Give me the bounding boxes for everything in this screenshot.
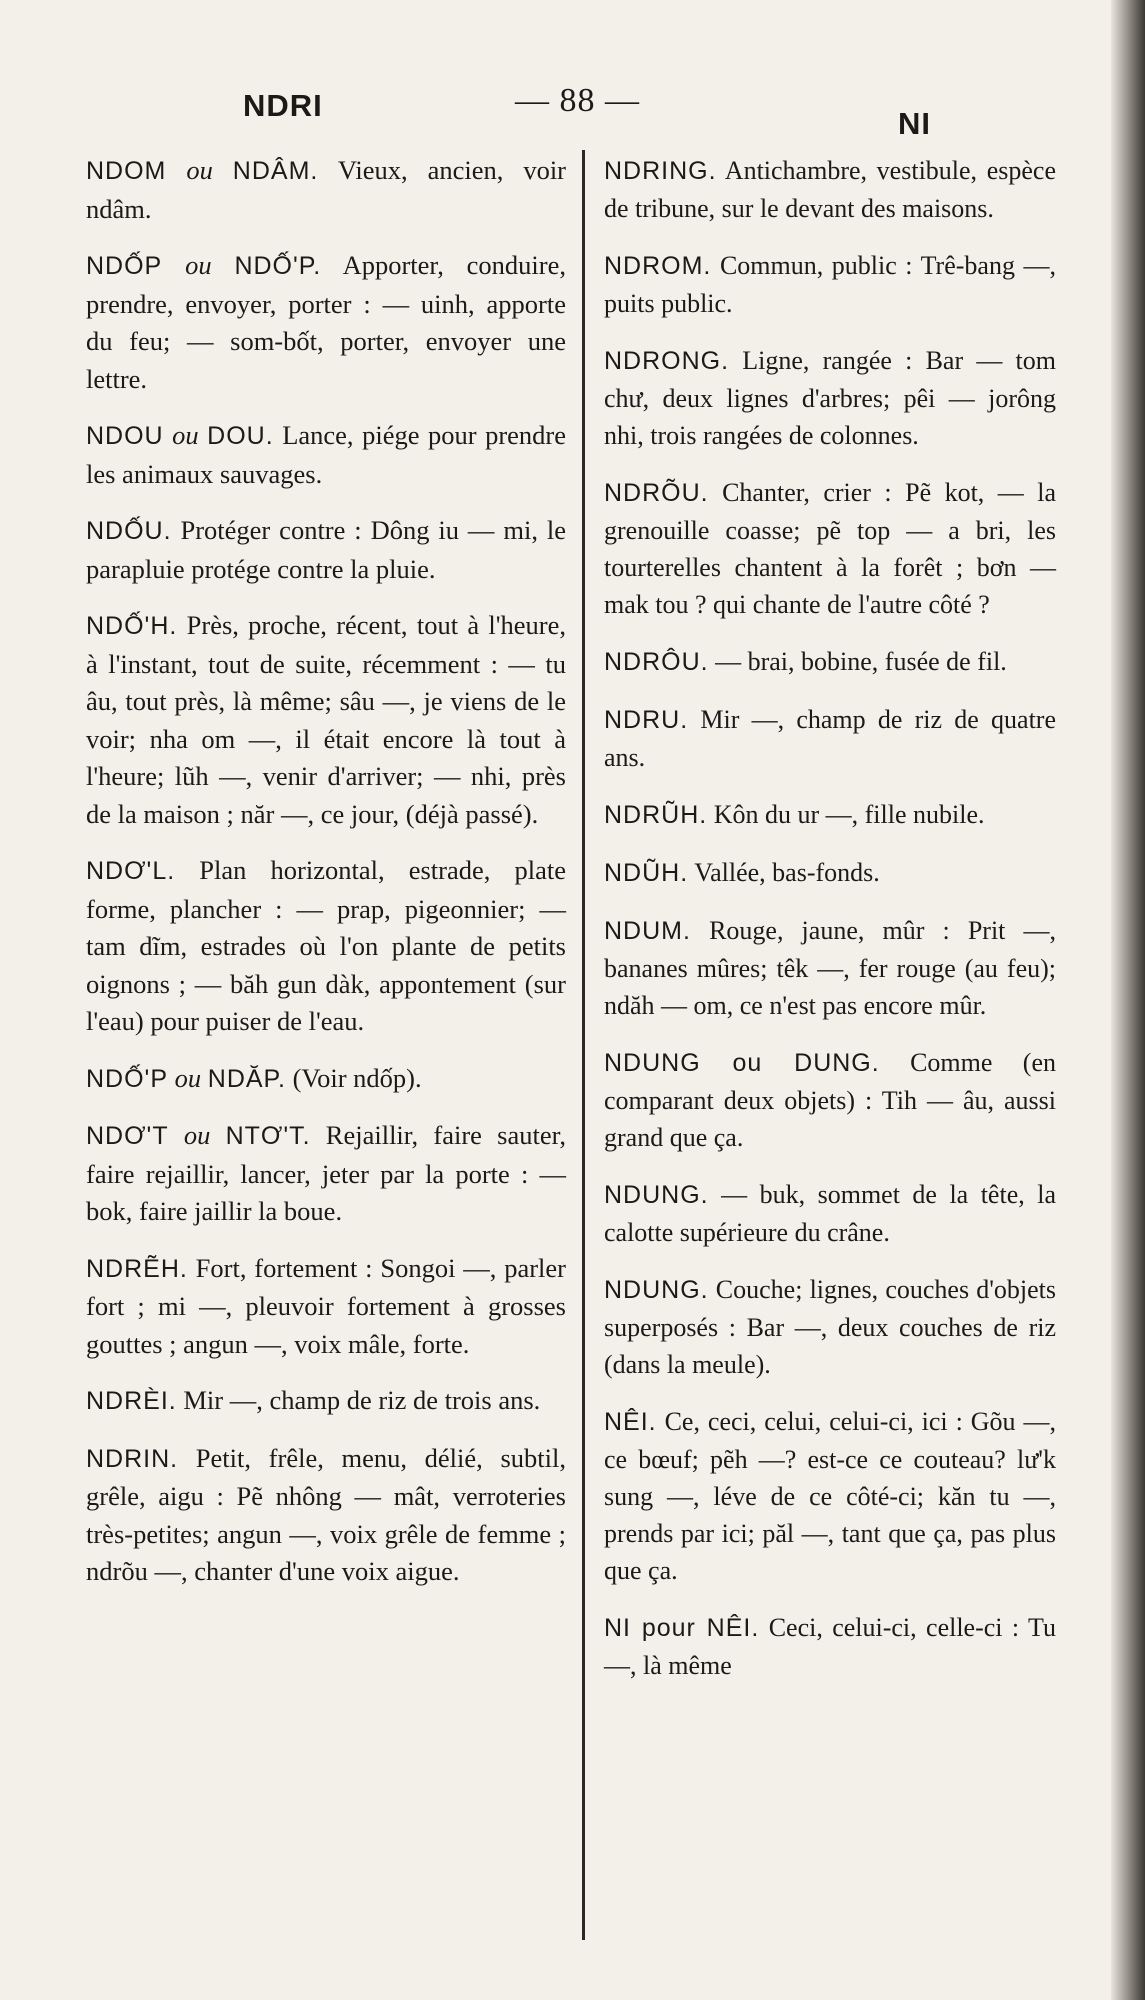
headword: NDOU [86,422,164,450]
dictionary-entry [604,796,1056,834]
page-number: — 88 — [515,82,640,119]
definition: — buk, sommet de la tête, la calotte supérieure du crâne. [604,1180,1056,1247]
headword: NDUM. [604,917,691,945]
dictionary-entry [604,152,1056,227]
headword: NDRÈI. [86,1387,177,1415]
headword: NDRIN. [86,1444,179,1473]
headword: NDRŨH. [604,801,708,829]
headword: NI pour NÊI. [604,1614,760,1642]
definition: Ce, ceci, celui, celui-ci, ici : Gõu —, ce bœuf; pẽh —? est-ce ce couteau? lư'k sung —, léve de ce côté-ci; kăn tu —, prends par ici; păl —, tant que ça, pas plus que ça. [604,1407,1056,1585]
definition: (Voir ndốp). [292,1062,422,1093]
definition: Comme (en comparant deux objets) : Tih — âu, aussi grand que ça. [604,1048,1057,1152]
running-head-right: NI [898,106,931,141]
dictionary-entry [86,417,566,493]
headword: NDỐU. [86,517,172,545]
dictionary-entry [604,1609,1056,1684]
dictionary-entry [604,701,1056,776]
dictionary-entry [604,643,1056,681]
headword: NDŨH. [604,859,689,887]
headword-variant: NTƠ'T. [225,1122,311,1150]
definition: Protéger contre : Dông iu — mi, le parapluie protége contre la pluie. [86,515,566,584]
headword: NÊI. [604,1408,657,1436]
dictionary-entry [604,1403,1056,1589]
headword: NDRẼH. [86,1254,188,1283]
running-head-left: NDRI [243,88,323,123]
headword: NDỐ'H. [86,612,178,640]
dictionary-entry [86,152,566,228]
headword: NDRING. [604,157,717,185]
headword-connector: ou [174,1062,202,1093]
definition: Commun, public : Trê-bang —, puits public. [604,251,1056,318]
definition: Lance, piége pour prendre les animaux sauvages. [86,420,567,489]
dictionary-entry [604,1271,1056,1383]
dictionary-entry [86,1060,566,1099]
headword: NDROM. [604,252,712,280]
dictionary-entry [86,1382,566,1421]
page-edge-shadow [1111,0,1145,2000]
definition: Chanter, crier : Pẽ kot, — la grenouille coasse; pẽ top — a bri, les tourterelles chantent à la forêt ; bơn — mak tou ? qui chante de l'autre côté ? [604,478,1057,619]
headword: NDUNG. [604,1181,709,1209]
right-column [604,152,1056,1704]
definition: Vallée, bas-fonds. [694,858,880,887]
dictionary-entry [604,854,1056,892]
dictionary-entry [86,247,566,398]
definition: Plan horizontal, estrade, plate forme, plancher : — prap, pigeonnier; — tam dĩm, estrades où l'on plante de petits oignons ; — băh gun dàk, appontement (sur l'eau) pour puiser de l'eau. [86,855,566,1036]
definition: — brai, bobine, fusée de fil. [715,647,1007,676]
dictionary-entry [86,607,566,833]
page-header [0,82,1145,142]
headword: NDRONG. [604,347,730,375]
definition: Vieux, ancien, voir ndâm. [86,155,566,224]
definition: Antichambre, vestibule, espèce de tribune, sur le devant des maisons. [604,156,1056,223]
definition: Mir —, champ de riz de trois ans. [183,1385,541,1415]
left-column [86,152,566,1610]
definition: Fort, fortement : Songoi —, parler fort ; mi —, pleuvoir fortement à grosses gouttes ; angun —, voix mâle, forte. [86,1252,566,1359]
headword: NDỐ'P [86,1064,169,1093]
definition: Mir —, champ de riz de quatre ans. [604,705,1056,772]
dictionary-entry [86,512,566,588]
headword-connector: ou [172,420,199,450]
dictionary-entry [86,1440,566,1591]
headword: NDUNG ou DUNG. [604,1049,880,1077]
dictionary-entry [86,1117,566,1231]
definition: Petit, frêle, menu, délié, subtil, grêle, aigu : Pẽ nhông — mât, verroteries très-petites; angun —, voix grêle de femme ; ndrõu —, chanter d'une voix aigue. [86,1442,566,1586]
dictionary-entry [86,852,566,1041]
headword-connector: ou [183,1120,211,1150]
headword-variant: NDỐ'P. [234,252,322,280]
headword: NDƠ'L. [86,857,176,885]
dictionary-entry [604,912,1056,1024]
column-divider [582,150,585,1940]
definition: Près, proche, récent, tout à l'heure, à l'instant, tout de suite, récemment : — tu âu, tout près, là même; sâu —, je viens de le voir; nha om —, il était encore là tout à l'heure; lũh —, venir d'arriver; — nhi, près de la maison ; năr —, ce jour, (déjà passé). [86,610,567,829]
dictionary-entry [604,247,1056,322]
dictionary-entry [604,342,1056,454]
definition: Apporter, conduire, prendre, envoyer, porter : — uinh, apporte du feu; — som-bốt, porter, envoyer une lettre. [86,250,567,394]
headword: NDỐP [86,252,163,280]
headword: NDUNG. [604,1276,709,1304]
dictionary-entry [604,474,1056,623]
headword-variant: DOU. [207,422,274,450]
definition: Rouge, jaune, mûr : Prit —, bananes mûres; têk —, fer rouge (au feu); ndăh — om, ce n'est pas encore mûr. [604,916,1057,1020]
dictionary-entry [86,1250,566,1364]
dictionary-entry [604,1176,1056,1251]
headword-connector: ou [186,155,213,185]
headword: NDRÕU. [604,479,709,507]
headword: NDRÔU. [604,648,709,676]
headword: NDOM [86,157,167,185]
headword-variant: NDĂP. [207,1064,286,1093]
definition: Rejaillir, faire sauter, faire rejaillir, lancer, jeter par la porte : — bok, faire jaillir la boue. [86,1120,567,1226]
dictionary-entry [604,1044,1056,1156]
definition: Ligne, rangée : Bar — tom chư, deux lignes d'arbres; pêi — jorông nhi, trois rangées de colonnes. [604,346,1056,450]
definition: Kôn du ur —, fille nubile. [713,800,985,829]
headword-connector: ou [185,250,212,280]
definition: Couche; lignes, couches d'objets superposés : Bar —, deux couches de riz (dans la meule). [604,1275,1057,1379]
headword: NDƠ'T [86,1122,169,1150]
headword: NDRU. [604,706,689,734]
headword-variant: NDÂM. [232,157,319,185]
definition: Ceci, celui-ci, celle-ci : Tu —, là même [604,1613,1056,1680]
